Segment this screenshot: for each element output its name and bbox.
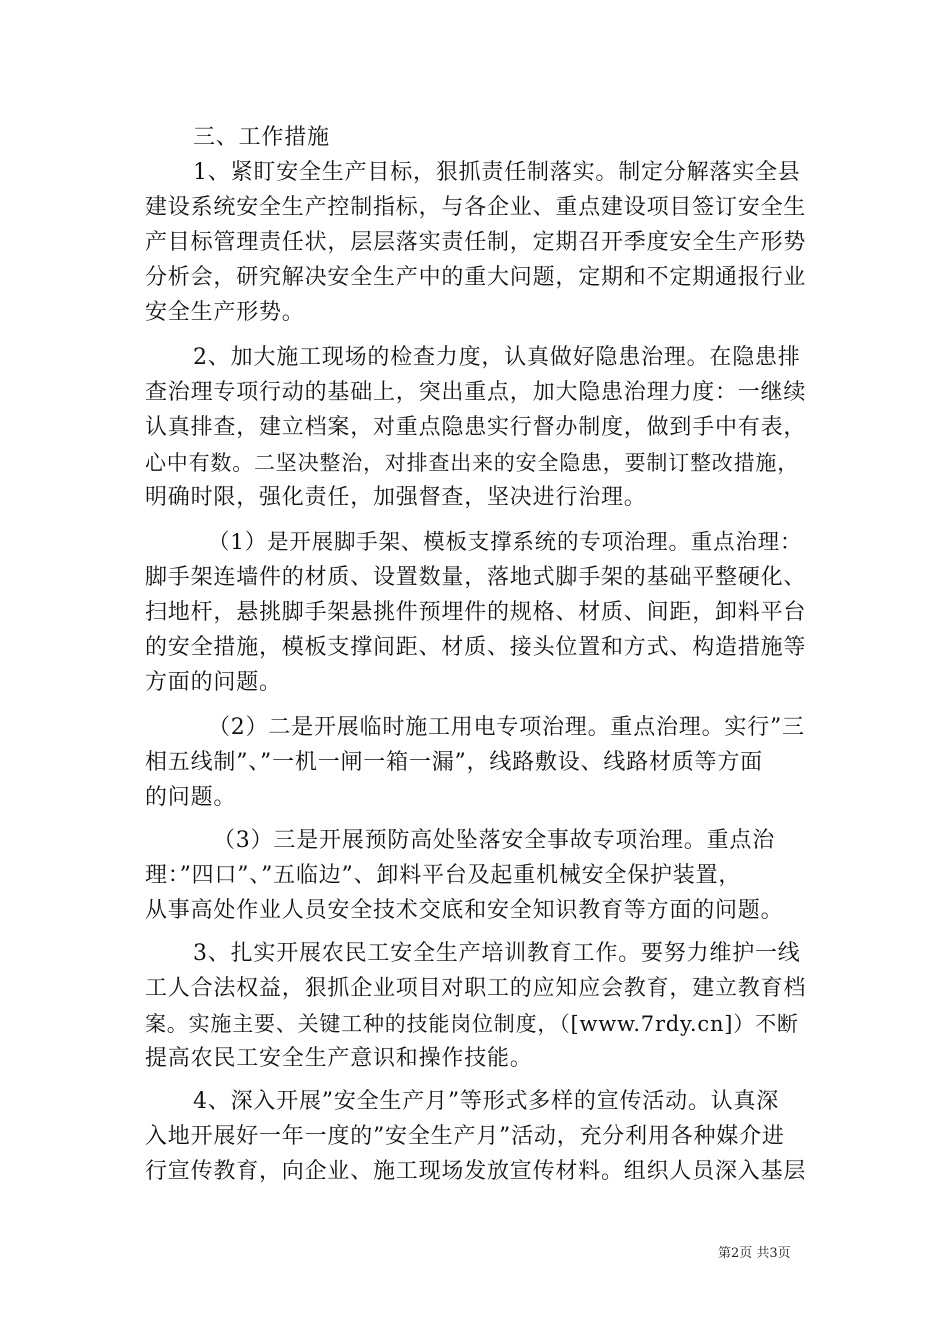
paragraph-line: （3）三是开展预防高处坠落安全事故专项治理。重点治 <box>213 828 775 853</box>
paragraph-line: 相五线制”、”一机一闸一箱一漏”，线路敷设、线路材质等方面 <box>145 750 763 775</box>
paragraph-line: 入地开展好一年一度的”安全生产月”活动，充分利用各种媒介进 <box>145 1124 785 1149</box>
paragraph-line: 查治理专项行动的基础上，突出重点，加大隐患治理力度：一继续 <box>145 380 807 405</box>
paragraph-line: 理：”四口”、”五临边”、卸料平台及起重机械安全保护装置， <box>145 863 742 888</box>
paragraph-line: 从事高处作业人员安全技术交底和安全知识教育等方面的问题。 <box>145 898 784 923</box>
paragraph-line: 建设系统安全生产控制指标，与各企业、重点建设项目签订安全生 <box>145 195 807 220</box>
paragraph-line: 的问题。 <box>145 785 237 810</box>
paragraph-line: 认真排查，建立档案，对重点隐患实行督办制度，做到手中有表， <box>145 415 807 440</box>
section-heading: 三、工作措施 <box>193 125 330 150</box>
paragraph-line: 产目标管理责任状，层层落实责任制，定期召开季度安全生产形势 <box>145 230 807 255</box>
paragraph-line: 的安全措施，模板支撑间距、材质、接头位置和方式、构造措施等 <box>145 635 807 660</box>
paragraph-line: 3、扎实开展农民工安全生产培训教育工作。要努力维护一线 <box>193 941 801 966</box>
paragraph-line: 案。实施主要、关键工种的技能岗位制度，（[www.7rdy.cn]）不断 <box>145 1012 799 1036</box>
paragraph-line: （1）是开展脚手架、模板支撑系统的专项治理。重点治理： <box>208 530 803 555</box>
paragraph-line: 提高农民工安全生产意识和操作技能。 <box>145 1046 533 1071</box>
paragraph-line: 1、紧盯安全生产目标，狠抓责任制落实。制定分解落实全县 <box>193 160 801 185</box>
page-number-footer: 第2页 共3页 <box>718 1246 791 1261</box>
paragraph-line: 明确时限，强化责任，加强督查，坚决进行治理。 <box>145 485 647 510</box>
paragraph-line: （2）二是开展临时施工用电专项治理。重点治理。实行”三 <box>208 715 805 740</box>
paragraph-line: 分析会，研究解决安全生产中的重大问题，定期和不定期通报行业 <box>145 265 807 290</box>
paragraph-line: 脚手架连墙件的材质、设置数量，落地式脚手架的基础平整硬化、 <box>145 565 807 590</box>
paragraph-line: 安全生产形势。 <box>145 300 305 325</box>
paragraph-line: 方面的问题。 <box>145 670 282 695</box>
paragraph-line: 工人合法权益，狠抓企业项目对职工的应知应会教育，建立教育档 <box>145 976 807 1001</box>
paragraph-line: 扫地杆，悬挑脚手架悬挑件预埋件的规格、材质、间距，卸料平台 <box>145 600 807 625</box>
paragraph-line: 4、深入开展”安全生产月”等形式多样的宣传活动。认真深 <box>193 1089 780 1114</box>
paragraph-line: 行宣传教育，向企业、施工现场发放宣传材料。组织人员深入基层 <box>145 1159 807 1184</box>
paragraph-line: 心中有数。二坚决整治，对排查出来的安全隐患，要制订整改措施， <box>145 451 799 475</box>
paragraph-line: 2、加大施工现场的检查力度，认真做好隐患治理。在隐患排 <box>193 345 801 370</box>
